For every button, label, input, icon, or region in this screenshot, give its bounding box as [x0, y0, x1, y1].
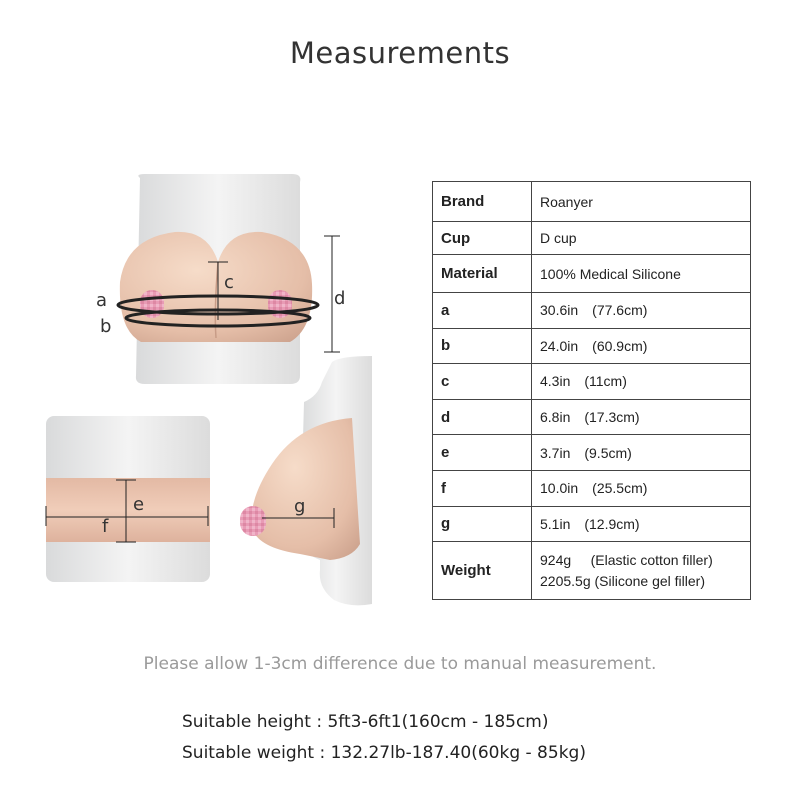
- label-f: f: [102, 516, 109, 537]
- front-view: [96, 174, 345, 384]
- row-label-d: d: [433, 399, 532, 435]
- value-cm: (9.5cm): [584, 444, 632, 461]
- label-d: d: [334, 288, 346, 309]
- band-view: [46, 416, 210, 582]
- side-view: [240, 356, 372, 605]
- label-e: e: [133, 494, 145, 515]
- row-label-g: g: [433, 506, 532, 542]
- label-g: g: [294, 496, 306, 517]
- row-value-c: [532, 364, 751, 400]
- page-title: Measurements: [289, 36, 511, 70]
- table-row: [433, 364, 751, 400]
- table-row: [433, 255, 751, 293]
- label-a: a: [96, 290, 108, 311]
- value-in: 6.8in: [540, 409, 571, 426]
- row-label-material: Material: [433, 255, 532, 293]
- row-value-brand: Roanyer: [532, 182, 751, 222]
- row-label-f: f: [433, 470, 532, 506]
- row-value-d: [532, 399, 751, 435]
- table-row: [433, 506, 751, 542]
- row-label-weight: Weight: [433, 542, 532, 600]
- row-label-c: c: [433, 364, 532, 400]
- value-in: 3.7in: [540, 444, 571, 461]
- spec-table: [432, 181, 751, 600]
- row-value-g: [532, 506, 751, 542]
- side-breast-form: [251, 418, 360, 560]
- value-cm: (60.9cm): [592, 337, 648, 354]
- value-cm: (77.6cm): [592, 302, 648, 319]
- row-label-b: b: [433, 328, 532, 364]
- row-label-e: e: [433, 435, 532, 471]
- row-value-e: [532, 435, 751, 471]
- value-cm: (11cm): [584, 373, 627, 390]
- suitable-height: Suitable height : 5ft3-6ft1(160cm - 185cm): [182, 712, 549, 732]
- row-value-weight: [532, 542, 751, 600]
- measurement-illustration: [0, 160, 420, 620]
- nipple-side: [240, 506, 266, 536]
- table-row: [433, 293, 751, 329]
- value-cm: (17.3cm): [584, 409, 640, 426]
- table-row: [433, 328, 751, 364]
- value-in: 5.1in: [540, 515, 571, 532]
- row-label-a: a: [433, 293, 532, 329]
- value-in: 4.3in: [540, 373, 571, 390]
- suitable-weight: Suitable weight : 132.27lb-187.40(60kg - 85kg): [182, 743, 586, 763]
- value-in: 10.0in: [540, 480, 579, 497]
- value-in: 30.6in: [540, 302, 579, 319]
- measurement-note: Please allow 1-3cm difference due to manual measurement.: [143, 654, 657, 674]
- row-value-material: 100% Medical Silicone: [532, 255, 751, 293]
- label-b: b: [100, 316, 112, 337]
- band-skin: [46, 478, 210, 542]
- table-row: [433, 399, 751, 435]
- value-in: 24.0in: [540, 337, 579, 354]
- product-diagram: [0, 160, 420, 620]
- value-cm: (25.5cm): [592, 480, 648, 497]
- table-row: [433, 222, 751, 255]
- label-c: c: [224, 272, 234, 293]
- row-value-a: [532, 293, 751, 329]
- table-row: [433, 470, 751, 506]
- row-value-f: [532, 470, 751, 506]
- table-row: [433, 182, 751, 222]
- weight-line-1: 924g (Elastic cotton filler): [540, 551, 713, 568]
- row-label-cup: Cup: [433, 222, 532, 255]
- value-cm: (12.9cm): [584, 515, 640, 532]
- row-value-cup: D cup: [532, 222, 751, 255]
- row-value-b: [532, 328, 751, 364]
- weight-line-2: 2205.5g (Silicone gel filler): [540, 572, 705, 589]
- row-label-brand: Brand: [433, 182, 532, 222]
- table-row: [433, 435, 751, 471]
- table-row: [433, 542, 751, 600]
